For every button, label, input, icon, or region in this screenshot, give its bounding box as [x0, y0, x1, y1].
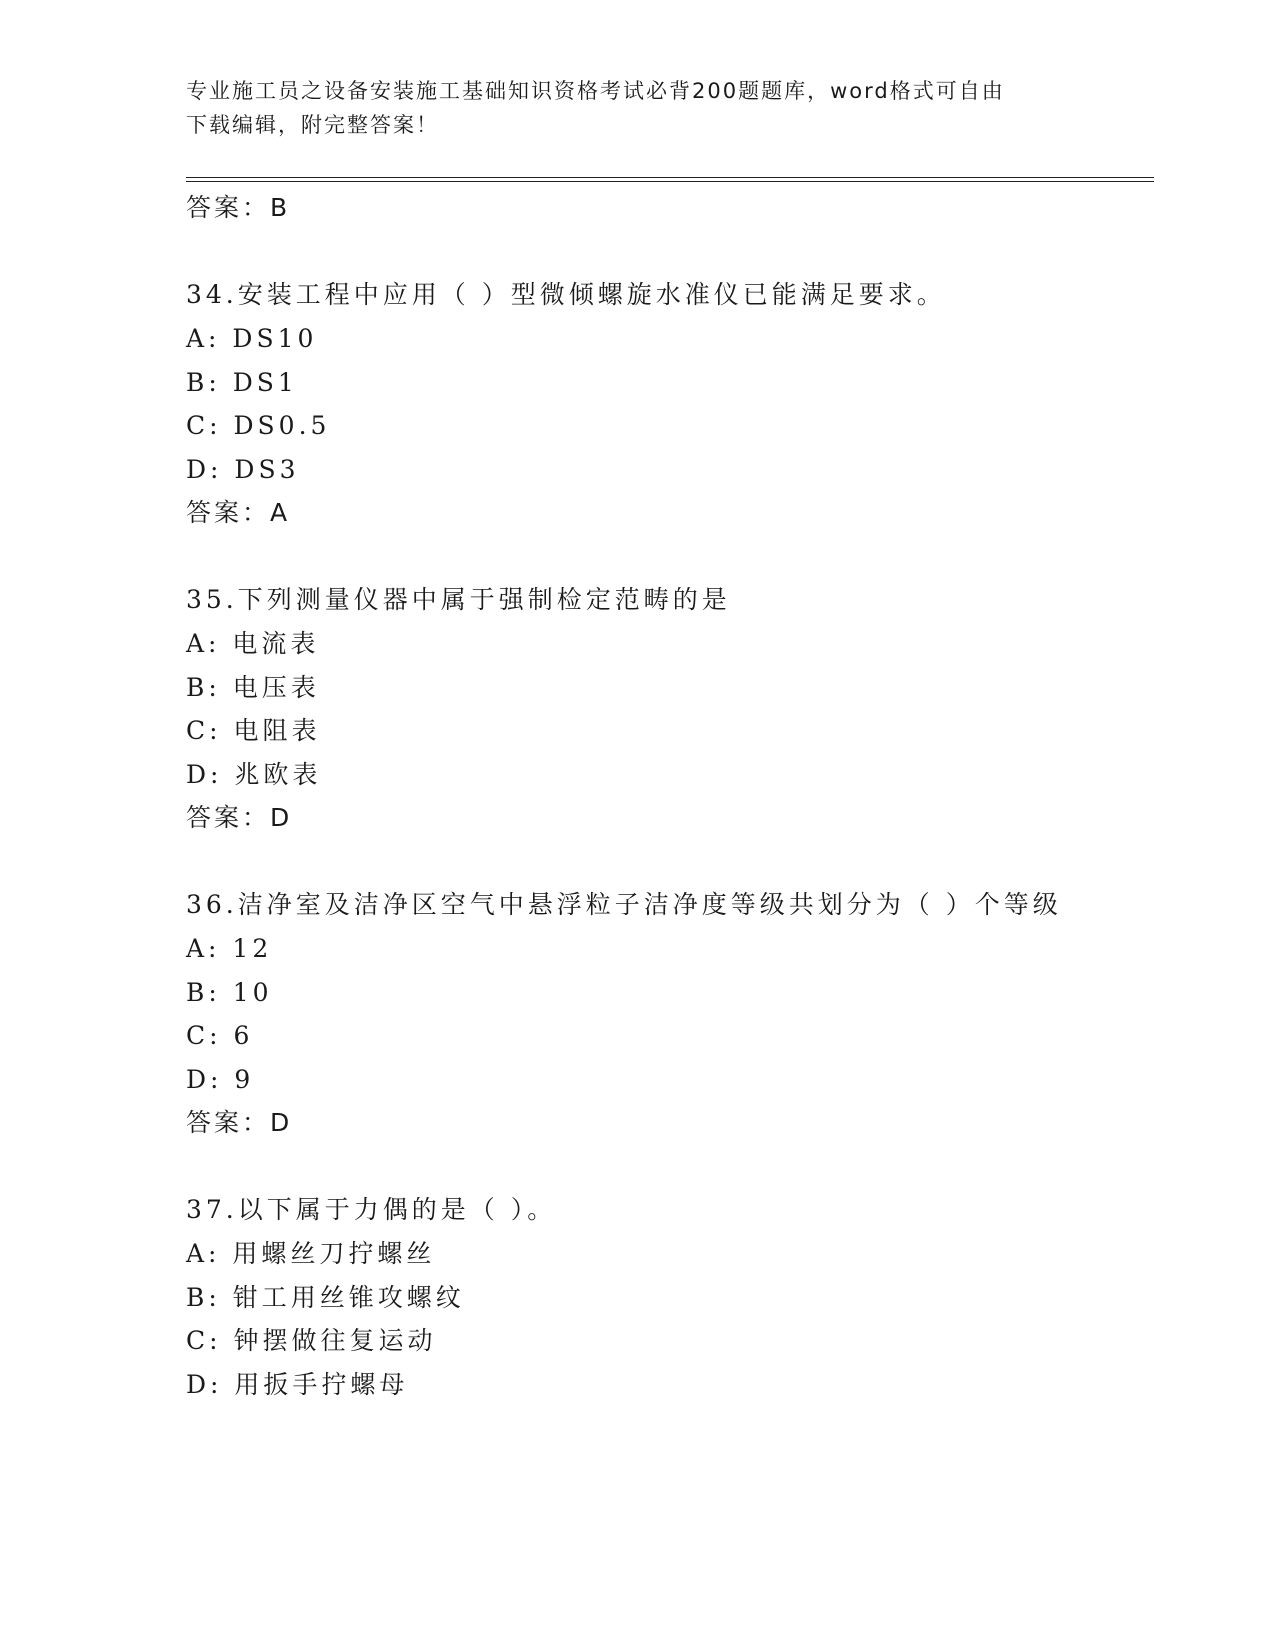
- document-header: [186, 74, 1066, 142]
- q34-option-a: A: DS10: [186, 324, 318, 353]
- previous-answer: 答案：B: [186, 193, 291, 222]
- header-line-1: 专业施工员之设备安装施工基础知识资格考试必背200题题库，word格式可自由: [186, 79, 1005, 103]
- q36-option-b: B: 10: [186, 978, 273, 1007]
- q35-answer: 答案：D: [186, 803, 293, 832]
- question-35: 35.下列测量仪器中属于强制检定范畴的是: [186, 585, 731, 614]
- header-line-2: 下载编辑，附完整答案！: [186, 113, 439, 137]
- q34-option-b: B: DS1: [186, 368, 298, 397]
- q35-option-d: D: 兆欧表: [186, 760, 322, 789]
- question-34: 34.安装工程中应用（ ）型微倾螺旋水准仪已能满足要求。: [186, 280, 946, 309]
- q36-answer: 答案：D: [186, 1108, 293, 1137]
- q34-answer: 答案：A: [186, 498, 291, 527]
- q36-option-c: C: 6: [186, 1021, 254, 1050]
- q35-option-c: C: 电阻表: [186, 716, 321, 745]
- q34-option-d: D: DS3: [186, 455, 300, 484]
- q37-option-c: C: 钟摆做往复运动: [186, 1326, 437, 1355]
- q37-option-a: A: 用螺丝刀拧螺丝: [186, 1239, 436, 1268]
- q37-option-d: D: 用扳手拧螺母: [186, 1370, 409, 1399]
- q34-option-c: C: DS0.5: [186, 411, 331, 440]
- q35-option-b: B: 电压表: [186, 673, 320, 702]
- question-37: 37.以下属于力偶的是（ ）。: [186, 1195, 557, 1224]
- header-divider: [186, 177, 1154, 182]
- q36-option-d: D: 9: [186, 1065, 255, 1094]
- q36-option-a: A: 12: [186, 934, 273, 963]
- q35-option-a: A: 电流表: [186, 629, 320, 658]
- q37-option-b: B: 钳工用丝锥攻螺纹: [186, 1283, 465, 1312]
- question-36: 36.洁净室及洁净区空气中悬浮粒子洁净度等级共划分为（ ）个等级: [186, 890, 1062, 919]
